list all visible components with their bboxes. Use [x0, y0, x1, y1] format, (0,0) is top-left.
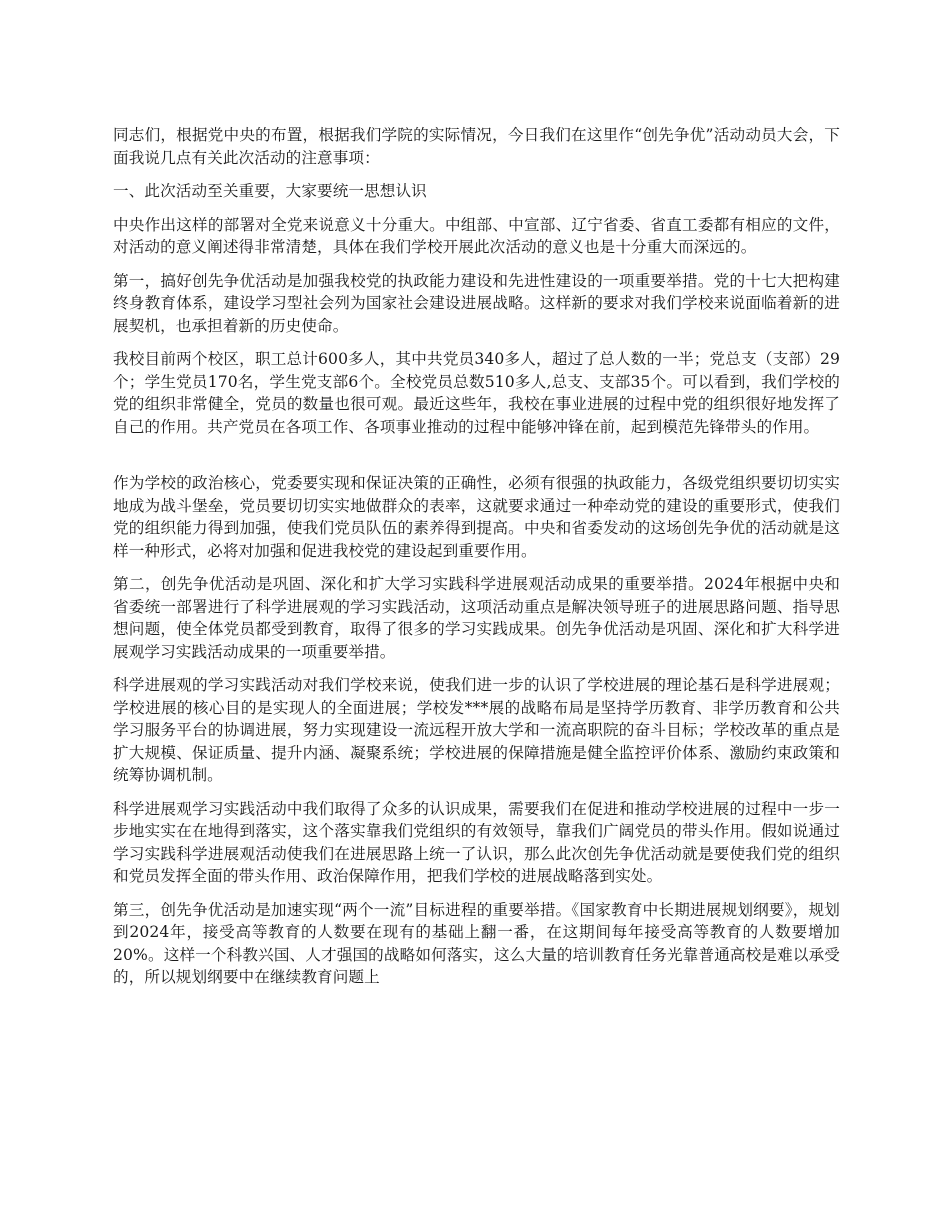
paragraph-school-stats: 我校目前两个校区，职工总计600多人，其中共党员340多人，超过了总人数的一半；党总支（支部）29个；学生党员170名，学生党支部6个。全校党员总数510多人,总支、支部35个。可以看到，我们学校的党的组织非常健全，党员的数量也很可观。最近这些年，我校在事业进展的过程中党的组织很好地发挥了自己的作用。共产党员在各项工作、各项事业推动的过程中能够冲锋在前，起到模范先锋带头的作用。 [113, 350, 840, 436]
paragraph-gap [113, 259, 840, 270]
section-heading-1: 一、此次活动至关重要，大家要统一思想认识 [113, 182, 427, 200]
paragraph-scientific-outlook: 科学进展观的学习实践活动对我们学校来说，使我们进一步的认识了学校进展的理论基石是科学进展观；学校进展的核心目的是实现人的全面进展；学校发***展的战略布局是坚持学历教育、非学历教育和公共学习服务平台的协调进展，努力实现建设一流远程开放大学和一流高职院的奋斗目标；学校改革的重点是扩大规模、保证质量、提升内涵、凝聚系统；学校进展的保障措施是健全监控评价体系、激励约束政策和统筹协调机制。 [113, 676, 840, 784]
paragraph-gap [113, 888, 840, 899]
paragraph-significance: 中央作出这样的部署对全党来说意义十分重大。中组部、中宣部、辽宁省委、省直工委都有相应的文件，对活动的意义阐述得非常清楚，具体在我们学校开展此次活动的意义也是十分重大而深远的。 [113, 215, 840, 256]
paragraph-point-1: 第一，搞好创先争优活动是加强我校党的执政能力建设和先进性建设的一项重要举措。党的十七大把构建终身教育体系，建设学习型社会列为国家社会建设进展战略。这样新的要求对我们学校来说面临着新的进展契机，也承担着新的历史使命。 [113, 271, 840, 335]
paragraph-political-core: 作为学校的政治核心，党委要实现和保证决策的正确性，必须有很强的执政能力，各级党组织要切切实实地成为战斗堡垒，党员要切切实实地做群众的表率，这就要求通过一种牵动党的建设的重要形式，使我们党的组织能力得到加强，使我们党员队伍的素养得到提高。中央和省委发动的这场创先争优的活动就是这样一种形式，必将对加强和促进我校党的建设起到重要作用。 [113, 474, 840, 560]
paragraph-gap [113, 787, 840, 798]
paragraph-gap [113, 663, 840, 674]
paragraph-point-2: 第二，创先争优活动是巩固、深化和扩大学习实践科学进展观活动成果的重要举措。2024年根据中央和省委统一部署进行了科学进展观的学习实践活动，这项活动重点是解决领导班子的进展思路问题、指导思想问题，使全体党员都受到教育，取得了很多的学习实践成果。创先争优活动是巩固、深化和扩大科学进展观学习实践活动成果的一项重要举措。 [113, 575, 840, 661]
paragraph-gap-large [113, 438, 840, 472]
paragraph-opening: 同志们，根据党中央的布置，根据我们学院的实际情况，今日我们在这里作“创先争优”活动动员大会，下面我说几点有关此次活动的注意事项： [113, 126, 840, 167]
paragraph-gap [113, 203, 840, 214]
paragraph-point-3: 第三，创先争优活动是加速实现“两个一流”目标进程的重要举措。《国家教育中长期进展规划纲要》，规划到2024年，接受高等教育的人数要在现有的基础上翻一番，在这期间每年接受高等教育的人数要增加20%。这样一个科教兴国、人才强国的战略如何落实，这么大量的培训教育任务光靠普通高校是难以承受的，所以规划纲要中在继续教育问题上 [113, 900, 840, 986]
document-body [113, 124, 840, 989]
paragraph-gap [113, 169, 840, 180]
paragraph-gap [113, 562, 840, 573]
paragraph-implementation: 科学进展观学习实践活动中我们取得了众多的认识成果，需要我们在促进和推动学校进展的过程中一步一步地实实在在地得到落实，这个落实靠我们党组织的有效领导，靠我们广阔党员的带头作用。假如说通过学习实践科学进展观活动使我们在进展思路上统一了认识，那么此次创先争优活动就是要使我们党的组织和党员发挥全面的带头作用、政治保障作用，把我们学校的进展战略落到实处。 [113, 799, 840, 885]
paragraph-gap [113, 337, 840, 348]
